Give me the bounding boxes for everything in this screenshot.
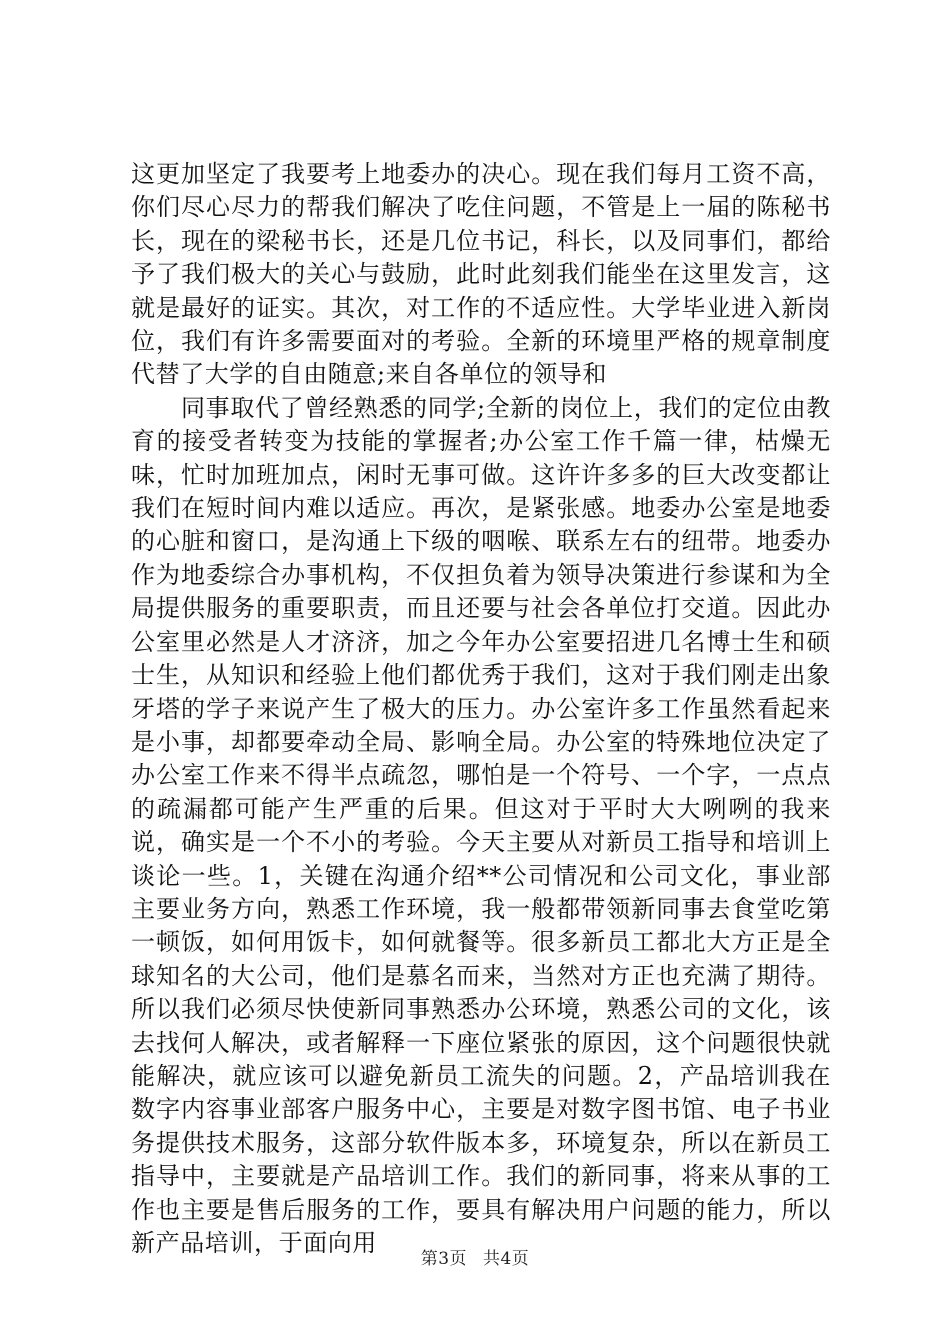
page-total: 共4页 bbox=[482, 1249, 530, 1269]
page-number: 第3页 bbox=[420, 1249, 468, 1269]
body-text bbox=[131, 158, 831, 1260]
paragraph-1: 这更加坚定了我要考上地委办的决心。现在我们每月工资不高，你们尽心尽力的帮我们解决了吃住问题，不管是上一届的陈秘书长，现在的梁秘书长，还是几位书记，科长，以及同事们，都给予了我们极大的关心与鼓励，此时此刻我们能坐在这里发言，这就是最好的证实。其次，对工作的不适应性。大学毕业进入新岗位，我们有许多需要面对的考验。全新的环境里严格的规章制度代替了大学的自由随意;来自各单位的领导和 bbox=[131, 160, 831, 389]
page-footer bbox=[0, 1244, 950, 1269]
paragraph-2: 同事取代了曾经熟悉的同学;全新的岗位上，我们的定位由教育的接受者转变为技能的掌握者;办公室工作千篇一律，枯燥无味，忙时加班加点，闲时无事可做。这许许多多的巨大改变都让我们在短时间内难以适应。再次，是紧张感。地委办公室是地委的心脏和窗口，是沟通上下级的咽喉、联系左右的纽带。地委办作为地委综合办事机构，不仅担负着为领导决策进行参谋和为全局提供服务的重要职责，而且还要与社会各单位打交道。因此办公室里必然是人才济济，加之今年办公室要招进几名博士生和硕士生，从知识和经验上他们都优秀于我们，这对于我们刚走出象牙塔的学子来说产生了极大的压力。办公室许多工作虽然看起来是小事，却都要牵动全局、影响全局。办公室的特殊地位决定了办公室工作来不得半点疏忽，哪怕是一个符号、一个字，一点点的疏漏都可能产生严重的后果。但这对于平时大大咧咧的我来说，确实是一个不小的考验。今天主要从对新员工指导和培训上谈论一些。1，关键在沟通介绍**公司情况和公司文化，事业部主要业务方向，熟悉工作环境，我一般都带领新同事去食堂吃第一顿饭，如何用饭卡，如何就餐等。很多新员工都北大方正是全球知名的大公司，他们是慕名而来，当然对方正也充满了期待。所以我们必须尽快使新同事熟悉办公环境，熟悉公司的文化，该去找何人解决，或者解释一下座位紧张的原因，这个问题很快就能解决，就应该可以避免新员工流失的问题。2，产品培训我在数字内容事业部客户服务中心，主要是对数字图书馆、电子书业务提供技术服务，这部分软件版本多，环境复杂，所以在新员工指导中，主要就是产品培训工作。我们的新同事，将来从事的工作也主要是售后服务的工作，要具有解决用户问题的能力，所以新产品培训，于面向用 bbox=[131, 393, 831, 1257]
